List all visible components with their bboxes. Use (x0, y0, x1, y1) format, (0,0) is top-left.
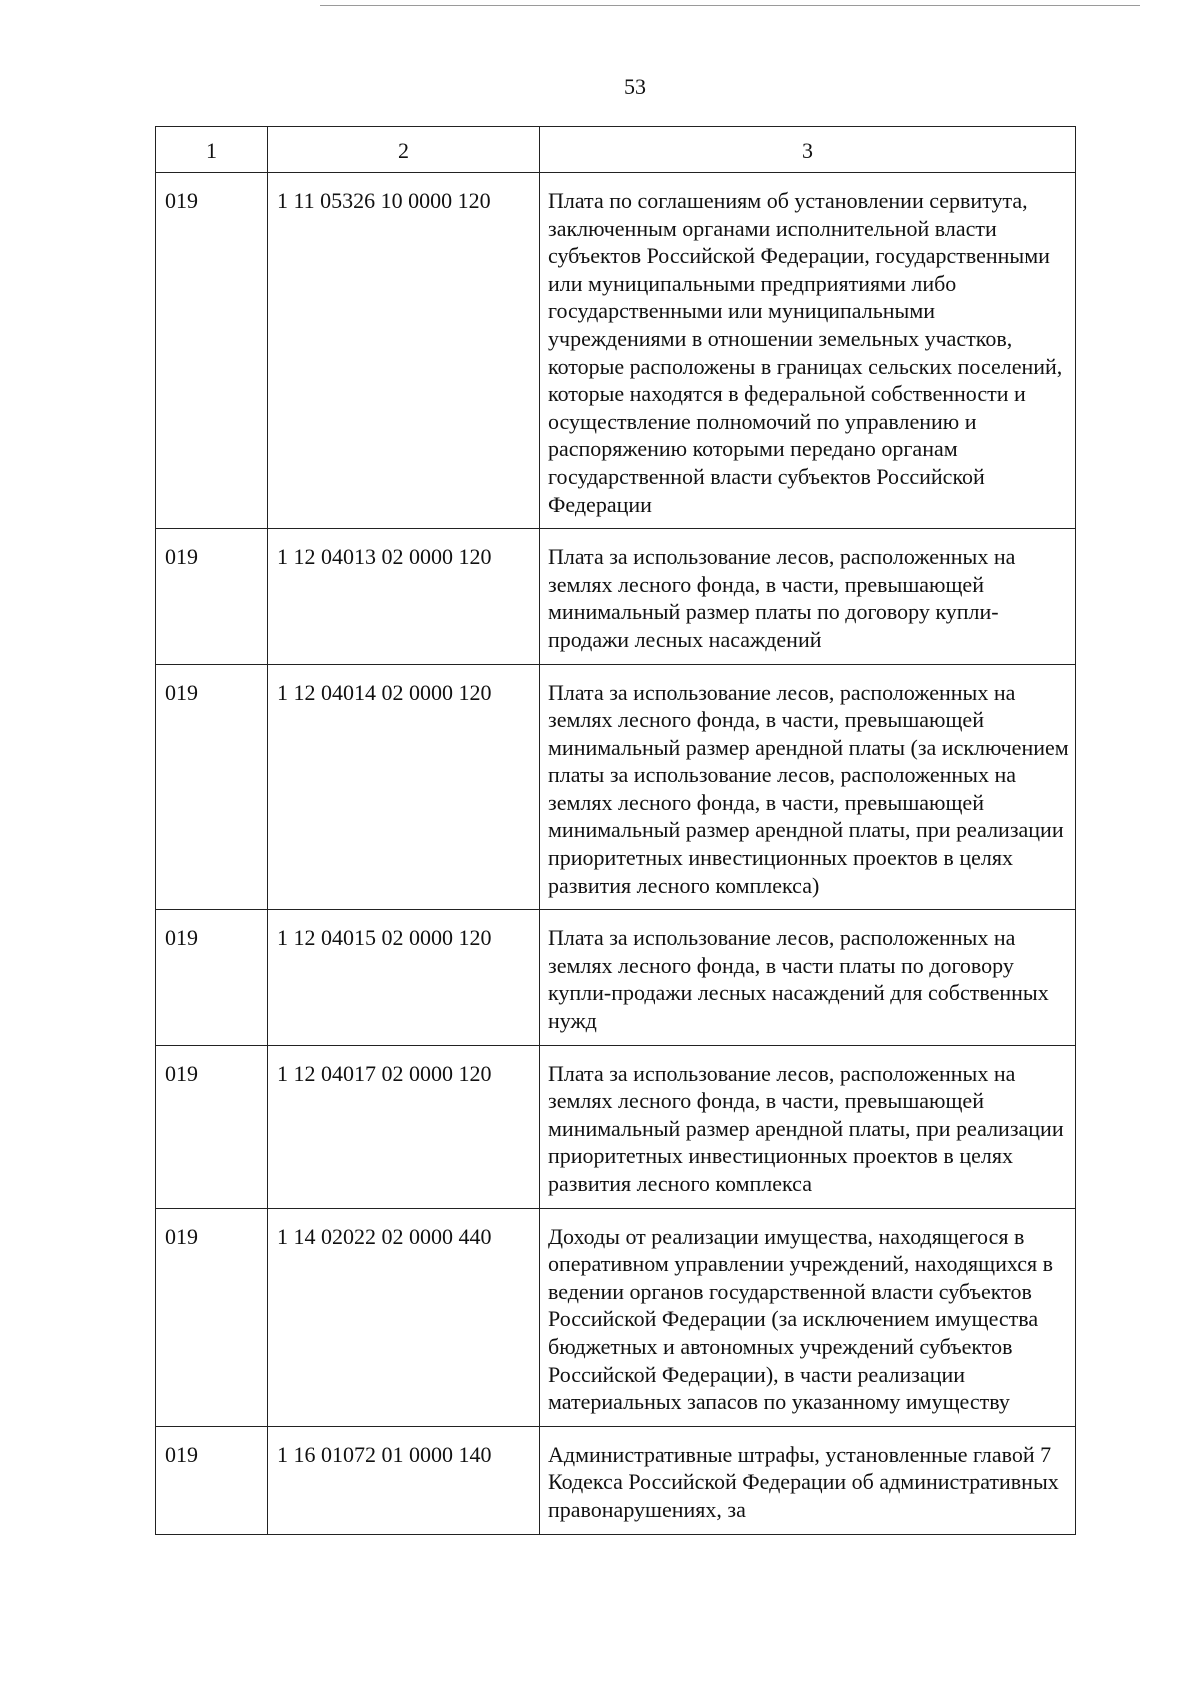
admin-code-cell: 019 (156, 910, 268, 1045)
admin-code-cell: 019 (156, 1208, 268, 1426)
kbk-code-cell: 1 16 01072 01 0000 140 (268, 1426, 540, 1534)
kbk-code-cell: 1 12 04017 02 0000 120 (268, 1045, 540, 1208)
description-cell: Плата за использование лесов, расположенных на землях лесного фонда, в части платы по договору купли-продажи лесных насаждений для собственных нужд (540, 910, 1076, 1045)
column-header-2: 2 (268, 127, 540, 173)
revenue-codes-table (155, 126, 1076, 1535)
description-cell: Плата по соглашениям об установлении сервитута, заключенным органами исполнительной власти субъектов Российской Федерации, государственными или муниципальными предприятиями либо государственными или муниципальными учреждениями в отношении земельных участков, которые расположены в границах сельских поселений, которые находятся в федеральной собственности и осуществление полномочий по управлению и распоряжению которыми передано органам государственной власти субъектов Российской Федерации (540, 173, 1076, 529)
kbk-code-cell: 1 14 02022 02 0000 440 (268, 1208, 540, 1426)
table-row (156, 910, 1076, 1045)
admin-code-cell: 019 (156, 529, 268, 664)
scan-edge-line (320, 5, 1140, 6)
admin-code-cell: 019 (156, 664, 268, 910)
table-row (156, 529, 1076, 664)
table-row (156, 664, 1076, 910)
table-row (156, 1208, 1076, 1426)
kbk-code-cell: 1 11 05326 10 0000 120 (268, 173, 540, 529)
kbk-code-cell: 1 12 04015 02 0000 120 (268, 910, 540, 1045)
description-cell: Плата за использование лесов, расположенных на землях лесного фонда, в части, превышающей минимальный размер платы по договору купли-продажи лесных насаждений (540, 529, 1076, 664)
description-cell: Плата за использование лесов, расположенных на землях лесного фонда, в части, превышающей минимальный размер арендной платы (за исключением платы за использование лесов, расположенных на землях лесного фонда, в части, превышающей минимальный размер арендной платы, при реализации приоритетных инвестиционных проектов в целях развития лесного комплекса) (540, 664, 1076, 910)
admin-code-cell: 019 (156, 173, 268, 529)
description-cell: Доходы от реализации имущества, находящегося в оперативном управлении учреждений, находящихся в ведении органов государственной власти субъектов Российской Федерации (за исключением имущества бюджетных и автономных учреждений субъектов Российской Федерации), в части реализации материальных запасов по указанному имуществу (540, 1208, 1076, 1426)
admin-code-cell: 019 (156, 1426, 268, 1534)
table-header-row (156, 127, 1076, 173)
column-header-3: 3 (540, 127, 1076, 173)
kbk-code-cell: 1 12 04014 02 0000 120 (268, 664, 540, 910)
page-number: 53 (624, 74, 646, 99)
table-row (156, 173, 1076, 529)
table-row (156, 1045, 1076, 1208)
description-cell: Административные штрафы, установленные главой 7 Кодекса Российской Федерации об административных правонарушениях, за (540, 1426, 1076, 1534)
column-header-1: 1 (156, 127, 268, 173)
table-row (156, 1426, 1076, 1534)
description-cell: Плата за использование лесов, расположенных на землях лесного фонда, в части, превышающей минимальный размер арендной платы, при реализации приоритетных инвестиционных проектов в целях развития лесного комплекса (540, 1045, 1076, 1208)
kbk-code-cell: 1 12 04013 02 0000 120 (268, 529, 540, 664)
admin-code-cell: 019 (156, 1045, 268, 1208)
